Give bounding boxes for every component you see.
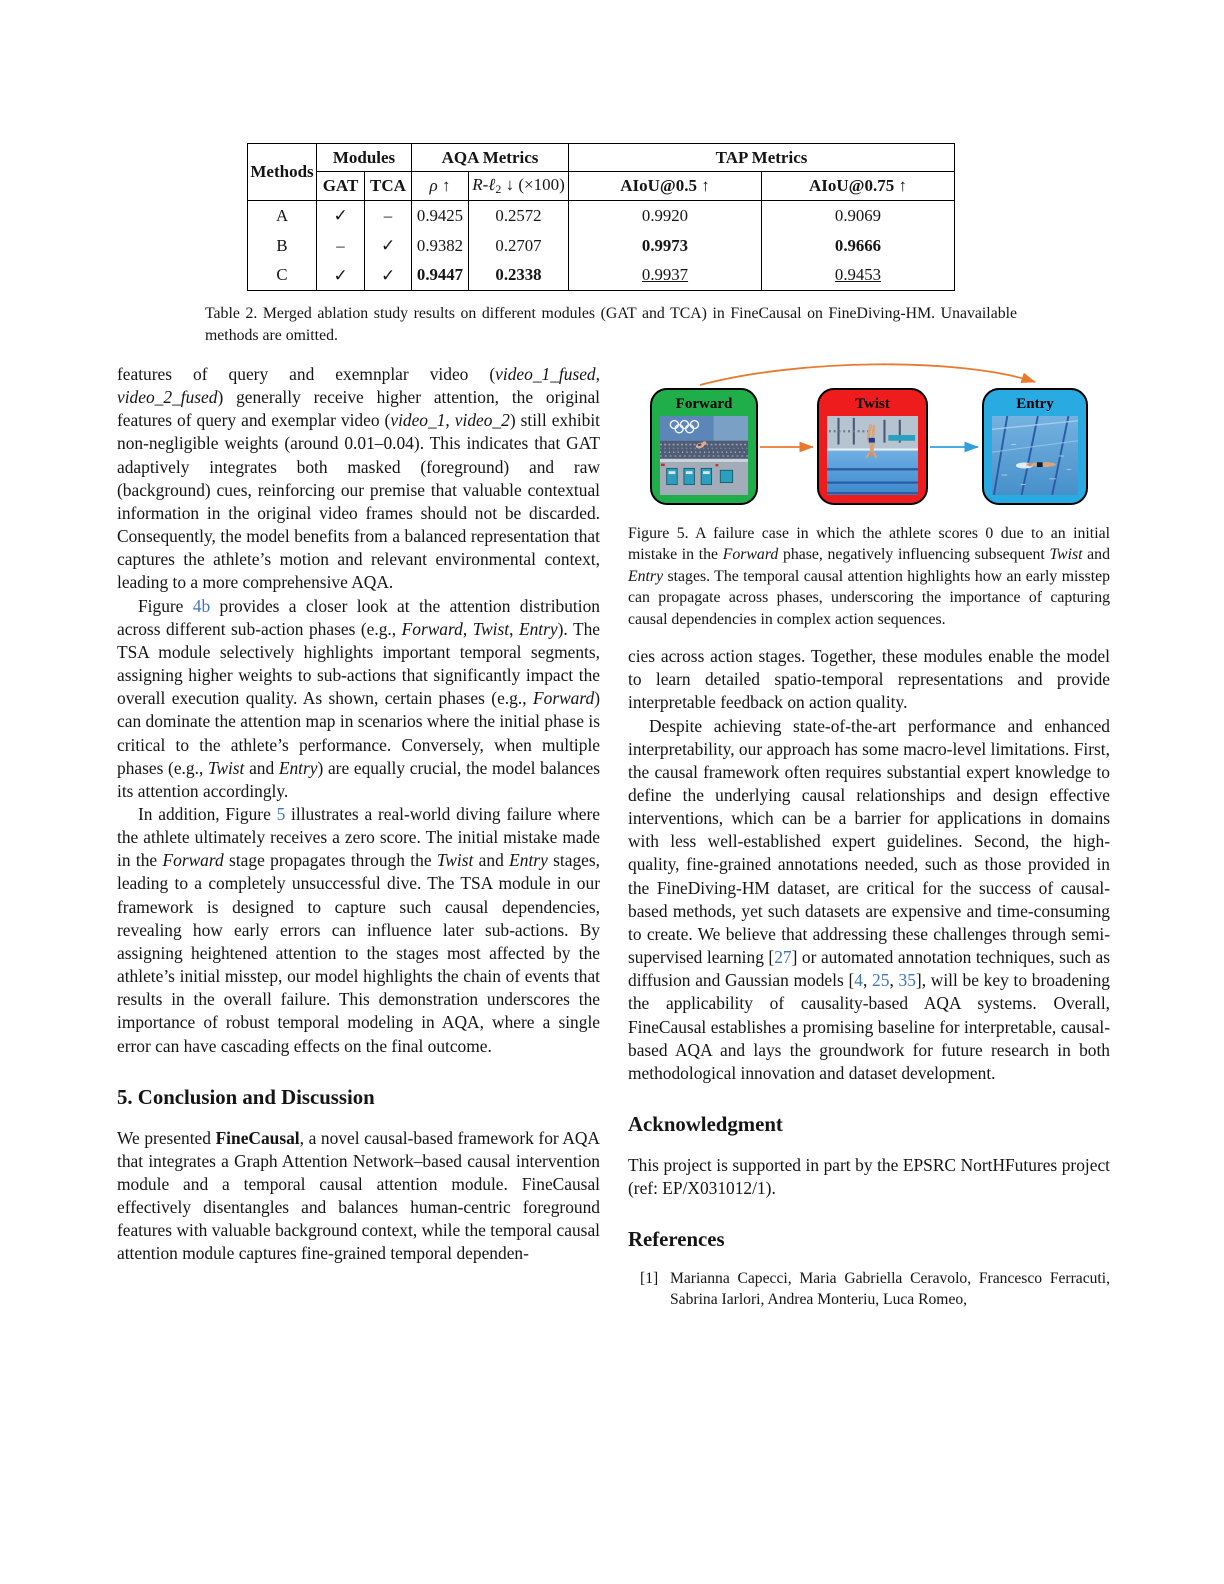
paragraph xyxy=(628,645,1110,714)
text-run: Forward xyxy=(162,850,224,871)
text-run: ). The TSA module selectively highlights important temporal segments, assigning higher weights to sub-actions that significantly impact the overall execution quality. As shown, certain phases (e.g., xyxy=(117,618,600,709)
table-row-c xyxy=(248,261,955,291)
cell-aiou075: 0.9666 xyxy=(762,231,955,261)
citation-link[interactable]: 27 xyxy=(774,947,792,968)
cell-tca: – xyxy=(365,201,412,231)
cell-tca: ✓ xyxy=(365,261,412,291)
arrow-forward-to-entry xyxy=(700,364,1035,385)
table-caption: Table 2. Merged ablation study results on different modules (GAT and TCA) in FineCausal on FineDiving-HM. Unavailable methods are omitted. xyxy=(205,305,1017,344)
section-heading-conclusion: 5. Conclusion and Discussion xyxy=(117,1085,375,1109)
text-run: stage propagates through the xyxy=(223,850,437,871)
col-header-rho xyxy=(412,172,469,201)
cell-rl2: 0.2707 xyxy=(469,231,569,261)
entry-phase-photo xyxy=(992,416,1078,495)
text-run: and xyxy=(1082,546,1110,564)
left-column xyxy=(117,363,600,1266)
text-run: features of query and exemnplar video ( xyxy=(117,364,496,384)
table-row-a xyxy=(248,201,955,231)
paragraph xyxy=(117,595,600,803)
text-run: ) still exhibit non-negligible weights (around 0.01–0.04). This indicates that GAT adaptively integrates both masked (foreground) and raw (background) cues, reinforcing our premise that valuable contextual information in the original video frames should not be discarded. Consequently, the model benefits from a balanced representation that captures the athlete’s motion and relevant environmental context, leading to a more comprehensive AQA. xyxy=(117,410,601,593)
text-run: Twist xyxy=(1049,546,1083,564)
text-run: video_2 xyxy=(454,410,510,431)
col-header-tca: TCA xyxy=(365,172,412,201)
twist-phase-photo xyxy=(827,416,918,495)
cell-aiou075: 0.9069 xyxy=(762,201,955,231)
phase-box-forward xyxy=(650,388,758,505)
cell-gat: ✓ xyxy=(317,261,365,291)
text-run: 2 xyxy=(495,181,502,196)
ablation-table xyxy=(247,143,955,291)
text-run: , xyxy=(595,364,600,384)
col-header-methods: Methods xyxy=(248,144,317,201)
cell-method: A xyxy=(248,201,317,231)
col-header-gat: GAT xyxy=(317,172,365,201)
phase-label-twist: Twist xyxy=(855,396,890,412)
text-run: ], will be key to broadening the applicability of causality-based AQA systems. Overall, FineCausal establishes a promising baseline for interpretable, causal-based AQA and lays the groundwork for future research in both methodological innovation and dataset development. xyxy=(628,970,1110,1083)
text-run: , xyxy=(862,970,873,991)
paragraph xyxy=(117,363,600,595)
text-run: and xyxy=(244,757,279,778)
phase-label-entry: Entry xyxy=(1016,396,1054,412)
text-run: - xyxy=(482,175,489,195)
cell-aiou075: 0.9453 xyxy=(762,261,955,291)
cell-method: C xyxy=(248,261,317,291)
section-heading-acknowledgment: Acknowledgment xyxy=(628,1113,783,1136)
text-run: illustrates a real-world diving failure where the athlete ultimately receives a zero score. The initial mistake made in the xyxy=(117,803,601,871)
text-run: provides a closer look at the attention distribution across different sub-action phases (e.g., xyxy=(117,595,600,639)
text-run: phase, negatively influencing subsequent xyxy=(778,546,1050,564)
text-run: video_1 xyxy=(390,410,446,431)
text-run: Entry xyxy=(509,850,548,871)
phase-label-forward: Forward xyxy=(675,396,733,412)
paragraph xyxy=(117,803,600,1058)
figure5 xyxy=(628,368,1110,518)
text-run: cies across action stages. Together, these modules enable the model to learn detailed spatio-temporal representations and provide interpretable feedback on action quality. xyxy=(628,646,1110,713)
paragraph xyxy=(117,1127,600,1266)
citation-link[interactable]: 4 xyxy=(854,970,863,991)
text-run: R xyxy=(472,175,483,195)
text-run: Forward xyxy=(533,688,595,709)
citation-link[interactable]: 35 xyxy=(898,970,916,991)
citation-link[interactable]: 5 xyxy=(276,803,286,824)
text-run: This project is supported in part by the EPSRC NortHFutures project (ref: EP/X031012/1). xyxy=(628,1155,1110,1199)
text-run: Twist xyxy=(472,618,510,639)
reference-item xyxy=(628,1269,1110,1310)
section-heading-references: References xyxy=(628,1228,725,1252)
text-run: Entry xyxy=(278,757,318,778)
text-run: ) are equally crucial, the model balances its attention accordingly. xyxy=(117,757,600,801)
cell-rho: 0.9447 xyxy=(412,261,469,291)
col-header-aiou05: AIoU@0.5 ↑ xyxy=(569,172,762,201)
text-run: Figure xyxy=(138,595,193,616)
citation-link[interactable]: 4b xyxy=(192,595,211,616)
text-run: stages, leading to a completely unsuccessful dive. The TSA module in our framework is designed to capture such causal dependencies, revealing how early errors can influence later sub-actions. By assigning heightened attention to the stages most affected by the athlete’s initial misstep, our model highlights the chain of events that results in the overall failure. This demonstration underscores the importance of robust temporal modeling in AQA, where a single error can have cascading effects on the final outcome. xyxy=(117,850,601,1056)
cell-tca: ✓ xyxy=(365,231,412,261)
text-run: Twist xyxy=(207,757,245,778)
text-run: Figure 5. A failure case in which the athlete scores 0 due to an initial mistake in the xyxy=(628,525,1110,564)
text-run: Entry xyxy=(628,567,664,585)
cell-aiou05: 0.9937 xyxy=(569,261,762,291)
table-row-b xyxy=(248,231,955,261)
cell-rl2: 0.2338 xyxy=(469,261,569,291)
text-run: stages. The temporal causal attention highlights how an early misstep can propagate across phases, underscoring the importance of capturing causal dependencies in complex action sequences. xyxy=(628,567,1110,628)
text-run: Entry xyxy=(518,618,558,639)
citation-link[interactable]: 25 xyxy=(872,970,890,991)
cell-gat: ✓ xyxy=(317,201,365,231)
text-run: Despite achieving state-of-the-art performance and enhanced interpretability, our approach has some macro-level limitations. First, the causal framework often requires substantial expert knowledge to define the underlying causal relationships and design effective interventions, which can be a barrier for applications in domains with less well-established expert guidelines. Second, the high-quality, fine-grained annotations needed, such as those provided in the FineDiving-HM dataset, are critical for the success of causal-based methods, yet such datasets are expensive and time-consuming to create. We believe that addressing these challenges through semi-supervised learning [ xyxy=(628,715,1110,968)
text-run: Twist xyxy=(436,850,474,871)
cell-aiou05: 0.9920 xyxy=(569,201,762,231)
text-run: ) can dominate the attention map in scenarios where the initial phase is critical to the athlete’s performance. Conversely, when multiple phases (e.g., xyxy=(117,688,600,778)
cell-rho: 0.9425 xyxy=(412,201,469,231)
text-run: video_2_fused xyxy=(117,387,218,408)
text-run: , xyxy=(445,410,455,431)
paragraph xyxy=(628,715,1110,1086)
reference-number: [1] xyxy=(640,1270,659,1288)
phase-box-entry xyxy=(982,388,1088,505)
text-run: Forward xyxy=(722,546,779,564)
text-run: Forward xyxy=(401,618,463,639)
reference-text: Marianna Capecci, Maria Gabriella Ceravolo, Francesco Ferracuti, Sabrina Iarlori, Andrea Monteriu, Luca Romeo, xyxy=(670,1270,1110,1308)
text-run: ↓ (×100) xyxy=(501,175,565,195)
figure5-caption xyxy=(628,523,1110,630)
text-run: ) generally receive higher attention, the original features of query and exemplar video ( xyxy=(117,387,600,431)
text-run: In addition, Figure xyxy=(138,803,277,824)
text-run: video_1_fused xyxy=(495,364,596,384)
phase-box-twist xyxy=(817,388,928,505)
col-group-tap-metrics: TAP Metrics xyxy=(569,144,955,172)
text-run: , xyxy=(462,618,473,639)
text-run: and xyxy=(473,850,510,871)
cell-method: B xyxy=(248,231,317,261)
text-run: ] or automated annotation techniques, such as diffusion and Gaussian models [ xyxy=(628,947,1110,991)
text-run: , xyxy=(509,618,519,639)
col-header-rl2 xyxy=(469,172,569,201)
right-column xyxy=(628,368,1110,1311)
col-header-aiou075: AIoU@0.75 ↑ xyxy=(762,172,955,201)
col-group-modules: Modules xyxy=(317,144,412,172)
text-run: ρ xyxy=(429,176,438,195)
cell-rho: 0.9382 xyxy=(412,231,469,261)
text-run: ℓ xyxy=(488,175,496,195)
cell-gat: – xyxy=(317,231,365,261)
text-run: , xyxy=(889,970,899,991)
cell-rl2: 0.2572 xyxy=(469,201,569,231)
text-run: , a novel causal-based framework for AQA that integrates a Graph Attention Network–based causal intervention module and a temporal causal attention module. FineCausal effectively disentangles and balances human-centric foreground features with valuable background context, while the temporal causal attention module captures fine-grained temporal dependen- xyxy=(117,1127,600,1264)
col-group-aqa-metrics: AQA Metrics xyxy=(412,144,569,172)
forward-phase-photo xyxy=(660,416,748,495)
text-run: ↑ xyxy=(437,176,451,195)
text-run: FineCausal xyxy=(215,1127,300,1148)
paragraph xyxy=(628,1154,1110,1200)
cell-aiou05: 0.9973 xyxy=(569,231,762,261)
text-run: We presented xyxy=(117,1127,216,1148)
